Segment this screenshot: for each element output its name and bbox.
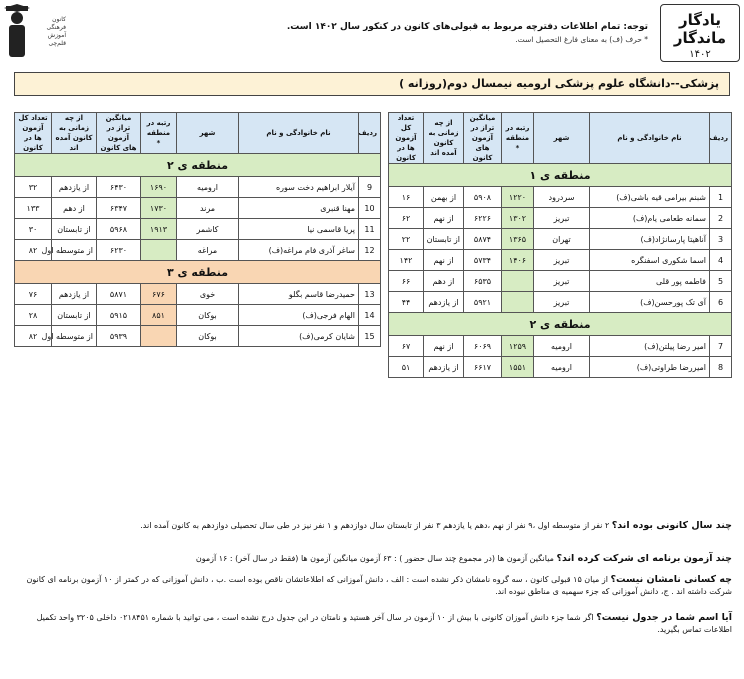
cell-exam-count: ۱۶ xyxy=(389,187,424,208)
cell-average-score: ۶۳۴۷ xyxy=(97,198,141,219)
faq-question: آیا اسم شما در جدول نیست؟ xyxy=(596,612,732,623)
cell-average-score: ۶۲۲۶ xyxy=(464,208,502,229)
cell-row-number: 11 xyxy=(359,219,381,240)
table-row xyxy=(15,284,381,305)
cell-student-name: فاطمه پور قلی xyxy=(590,271,710,292)
faq-answer: از میان ۱۵ قبولی کانون ، سه گروه نامشان ذکر نشده است : الف ، دانش آموزانی که اطلاعاتشان ناقص بوده است .ب ، دانش آموزانی که در کمتر از ۱۰ آزمون برنامه ای کانون شرکت داشته اند . ج، دانش آموزانی که جزء سهمیه ی مناطق نبوده اند. xyxy=(26,575,732,596)
cell-student-name: آیلار ابراهیم دخت سوره xyxy=(239,177,359,198)
column-header: تعداد کل آزمون ها در کانون xyxy=(15,113,52,154)
cell-joined-since: از دهم xyxy=(52,198,97,219)
cell-average-score: ۵۹۱۵ xyxy=(97,305,141,326)
badge-title: یادگار ماندگار xyxy=(673,11,727,47)
region-row xyxy=(15,261,381,284)
cell-average-score: ۵۸۷۱ xyxy=(97,284,141,305)
cell-average-score: ۵۷۳۴ xyxy=(464,250,502,271)
cell-city: تبریز xyxy=(534,271,590,292)
column-header: از چه زمانی به کانون آمده اند xyxy=(52,113,97,154)
cell-region-rank xyxy=(502,271,534,292)
cell-city: تهران xyxy=(534,229,590,250)
cell-exam-count: ۴۴ xyxy=(389,292,424,313)
cell-exam-count: ۳۲ xyxy=(15,177,52,198)
faq-question: چند سال کانونی بوده اند؟ xyxy=(611,520,732,531)
cell-exam-count: ۵۱ xyxy=(389,357,424,378)
cell-region-rank xyxy=(141,240,177,261)
cell-city: تبریز xyxy=(534,208,590,229)
notice xyxy=(108,22,648,44)
cell-row-number: 2 xyxy=(710,208,732,229)
cell-student-name: اسما شکوری اسفنگره xyxy=(590,250,710,271)
cell-row-number: 13 xyxy=(359,284,381,305)
region-row xyxy=(389,313,732,336)
cell-row-number: 9 xyxy=(359,177,381,198)
cell-average-score: ۶۴۳۰ xyxy=(97,177,141,198)
cell-average-score: ۵۹۲۱ xyxy=(464,292,502,313)
column-header: رتبه در منطقه * xyxy=(502,113,534,164)
table-row xyxy=(389,250,732,271)
cell-city: تبریز xyxy=(534,292,590,313)
cell-joined-since: از نهم xyxy=(424,208,464,229)
kanoon-logo xyxy=(4,4,66,62)
region-label: منطقه ی ۲ xyxy=(389,313,732,336)
region-label: منطقه ی ۳ xyxy=(15,261,381,284)
cell-student-name: شایان کرمی(ف) xyxy=(239,326,359,347)
cell-row-number: 5 xyxy=(710,271,732,292)
column-header: شهر xyxy=(534,113,590,164)
table-row xyxy=(15,198,381,219)
badge-year: ۱۴۰۲ xyxy=(689,49,711,60)
cell-joined-since: از یازدهم xyxy=(52,177,97,198)
cell-exam-count: ۲۲ xyxy=(389,229,424,250)
cell-row-number: 3 xyxy=(710,229,732,250)
cell-city: ارومیه xyxy=(177,177,239,198)
cell-row-number: 7 xyxy=(710,336,732,357)
cell-student-name: امیررضا طراوتی(ف) xyxy=(590,357,710,378)
cell-student-name: شبنم بیرامی قیه باشی(ف) xyxy=(590,187,710,208)
column-header: نام خانوادگی و نام xyxy=(590,113,710,164)
cell-region-rank: ۶۷۶ xyxy=(141,284,177,305)
cell-student-name: مهنا قنبری xyxy=(239,198,359,219)
table-row xyxy=(15,305,381,326)
cell-exam-count: ۶۶ xyxy=(389,271,424,292)
cell-city: خوی xyxy=(177,284,239,305)
cell-exam-count: ۲۸ xyxy=(15,305,52,326)
cell-average-score: ۶۵۳۵ xyxy=(464,271,502,292)
column-header: از چه زمانی به کانون آمده اند xyxy=(424,113,464,164)
faq-question: چه کسانی نامشان نیست؟ xyxy=(610,574,732,585)
faq-item xyxy=(12,520,732,532)
faq-answer: اگر شما جزء دانش آموزان کانونی با بیش از ۱۰ آزمون در سال آخر هستید و نامتان در این جدول درج نشده است ، می توانید با شماره ۰۲۱۸۴۵۱ داخلی ۳۲۰۵ واحد تکمیل اطلاعات تماس بگیرید. xyxy=(36,613,732,634)
column-header: میانگین تراز در آزمون های کانون xyxy=(464,113,502,164)
table-row xyxy=(15,177,381,198)
table-row xyxy=(389,271,732,292)
column-header: شهر xyxy=(177,113,239,154)
cell-joined-since: از تابستان xyxy=(424,229,464,250)
faq-answer: میانگین آزمون ها (در مجموع چند سال حضور ) : ۶۳ آزمون میانگین آزمون ها (فقط در سال آخر) : ۱۶ آزمون xyxy=(195,554,557,563)
cell-row-number: 1 xyxy=(710,187,732,208)
faq-question: چند آزمون برنامه ای شرکت کرده اند؟ xyxy=(556,553,732,564)
cell-row-number: 4 xyxy=(710,250,732,271)
cell-average-score: ۶۶۱۷ xyxy=(464,357,502,378)
notice-main: توجه: تمام اطلاعات دفترچه مربوط به قبولی‌های کانون در کنکور سال ۱۴۰۲ است. xyxy=(286,22,648,32)
cell-joined-since: از متوسطه اول xyxy=(52,326,97,347)
region-label: منطقه ی ۱ xyxy=(389,164,732,187)
cell-joined-since: از یازدهم xyxy=(424,292,464,313)
cell-region-rank: ۱۳۰۲ xyxy=(502,208,534,229)
table-row xyxy=(15,240,381,261)
cell-student-name: آی تک پورحسن(ف) xyxy=(590,292,710,313)
cell-row-number: 15 xyxy=(359,326,381,347)
cell-row-number: 6 xyxy=(710,292,732,313)
page-title: پزشکی--دانشگاه علوم پزشکی ارومیه نیمسال دوم(روزانه ) xyxy=(14,72,730,96)
cell-exam-count: ۶۲ xyxy=(389,208,424,229)
table-row xyxy=(389,336,732,357)
notice-sub: * حرف (ف) به معنای فارغ التحصیل است. xyxy=(515,35,648,44)
cell-student-name: الهام فرجی(ف) xyxy=(239,305,359,326)
cell-average-score: ۵۹۶۸ xyxy=(97,219,141,240)
table-header xyxy=(389,113,732,164)
cell-city: سردرود xyxy=(534,187,590,208)
cell-average-score: ۶۰۶۹ xyxy=(464,336,502,357)
table-header xyxy=(15,113,381,154)
cell-student-name: حمیدرضا قاسم بگلو xyxy=(239,284,359,305)
table-row xyxy=(389,292,732,313)
faq-item xyxy=(12,612,732,636)
yadegar-badge xyxy=(660,4,740,62)
cell-row-number: 12 xyxy=(359,240,381,261)
cell-exam-count: ۷۶ xyxy=(15,284,52,305)
cell-student-name: امیر رضا پیلتن(ف) xyxy=(590,336,710,357)
cell-region-rank: ۱۶۹۰ xyxy=(141,177,177,198)
left-results-table xyxy=(14,112,381,347)
cell-city: بوکان xyxy=(177,305,239,326)
table-row xyxy=(15,219,381,240)
column-header: ردیف xyxy=(359,113,381,154)
cell-region-rank: ۱۲۵۹ xyxy=(502,336,534,357)
faq-item xyxy=(12,574,732,598)
cell-region-rank xyxy=(141,326,177,347)
cell-joined-since: از دهم xyxy=(424,271,464,292)
cell-region-rank: ۱۴۰۶ xyxy=(502,250,534,271)
column-header: تعداد کل آزمون ها در کانون xyxy=(389,113,424,164)
table-row xyxy=(389,229,732,250)
cell-average-score: ۵۹۳۹ xyxy=(97,326,141,347)
cell-joined-since: از نهم xyxy=(424,336,464,357)
cell-exam-count: ۸۲ xyxy=(15,326,52,347)
cell-region-rank: ۱۳۶۵ xyxy=(502,229,534,250)
logo-text: کانون فرهنگی آموزش قلم‌چی xyxy=(46,16,66,47)
right-results-table xyxy=(388,112,732,378)
column-header: رتبه در منطقه * xyxy=(141,113,177,154)
cell-city: ارومیه xyxy=(534,357,590,378)
column-header: میانگین تراز در آزمون های کانون xyxy=(97,113,141,154)
page-header xyxy=(0,0,744,64)
cell-student-name: آناهیتا پارسانژاد(ف) xyxy=(590,229,710,250)
cell-exam-count: ۸۲ xyxy=(15,240,52,261)
table-row xyxy=(15,326,381,347)
cell-joined-since: از بهمن xyxy=(424,187,464,208)
cell-joined-since: از نهم xyxy=(424,250,464,271)
cell-student-name: ساغر آذری فام مراغه(ف) xyxy=(239,240,359,261)
cell-exam-count: ۱۴۲ xyxy=(389,250,424,271)
cell-student-name: پریا قاسمی نیا xyxy=(239,219,359,240)
cell-joined-since: از متوسطه اول xyxy=(52,240,97,261)
cell-joined-since: از یازدهم xyxy=(424,357,464,378)
cell-region-rank xyxy=(502,292,534,313)
cell-joined-since: از تابستان xyxy=(52,219,97,240)
cell-row-number: 14 xyxy=(359,305,381,326)
cell-region-rank: ۱۷۳۰ xyxy=(141,198,177,219)
cell-row-number: 10 xyxy=(359,198,381,219)
cell-average-score: ۶۲۳۰ xyxy=(97,240,141,261)
table-row xyxy=(389,208,732,229)
table-row xyxy=(389,357,732,378)
region-row xyxy=(15,154,381,177)
cell-region-rank: ۸۵۱ xyxy=(141,305,177,326)
cell-average-score: ۵۹۰۸ xyxy=(464,187,502,208)
cell-exam-count: ۳۰ xyxy=(15,219,52,240)
cell-city: مراغه xyxy=(177,240,239,261)
column-header: ردیف xyxy=(710,113,732,164)
cell-region-rank: ۱۲۲۰ xyxy=(502,187,534,208)
cell-region-rank: ۱۵۵۱ xyxy=(502,357,534,378)
region-row xyxy=(389,164,732,187)
cell-student-name: سمانه طعامی یام(ف) xyxy=(590,208,710,229)
cell-city: کاشمر xyxy=(177,219,239,240)
cell-city: بوکان xyxy=(177,326,239,347)
graduate-figure-icon xyxy=(4,4,32,60)
region-label: منطقه ی ۲ xyxy=(15,154,381,177)
cell-average-score: ۵۸۷۴ xyxy=(464,229,502,250)
cell-city: تبریز xyxy=(534,250,590,271)
cell-city: ارومیه xyxy=(534,336,590,357)
cell-exam-count: ۶۷ xyxy=(389,336,424,357)
table-row xyxy=(389,187,732,208)
cell-row-number: 8 xyxy=(710,357,732,378)
cell-joined-since: از یازدهم xyxy=(52,284,97,305)
faq-answer: ۲ نفر از متوسطه اول ،۹ نفر از نهم ،دهم یا یازدهم ۳ نفر از تابستان سال دوازدهم و ۱ نفر نیز در طی سال تحصیلی دوازدهم به کانون آمده اند. xyxy=(140,521,612,530)
cell-city: مرند xyxy=(177,198,239,219)
cell-region-rank: ۱۹۱۳ xyxy=(141,219,177,240)
faq-item xyxy=(12,553,732,565)
cell-exam-count: ۱۳۳ xyxy=(15,198,52,219)
cell-joined-since: از تابستان xyxy=(52,305,97,326)
column-header: نام خانوادگی و نام xyxy=(239,113,359,154)
